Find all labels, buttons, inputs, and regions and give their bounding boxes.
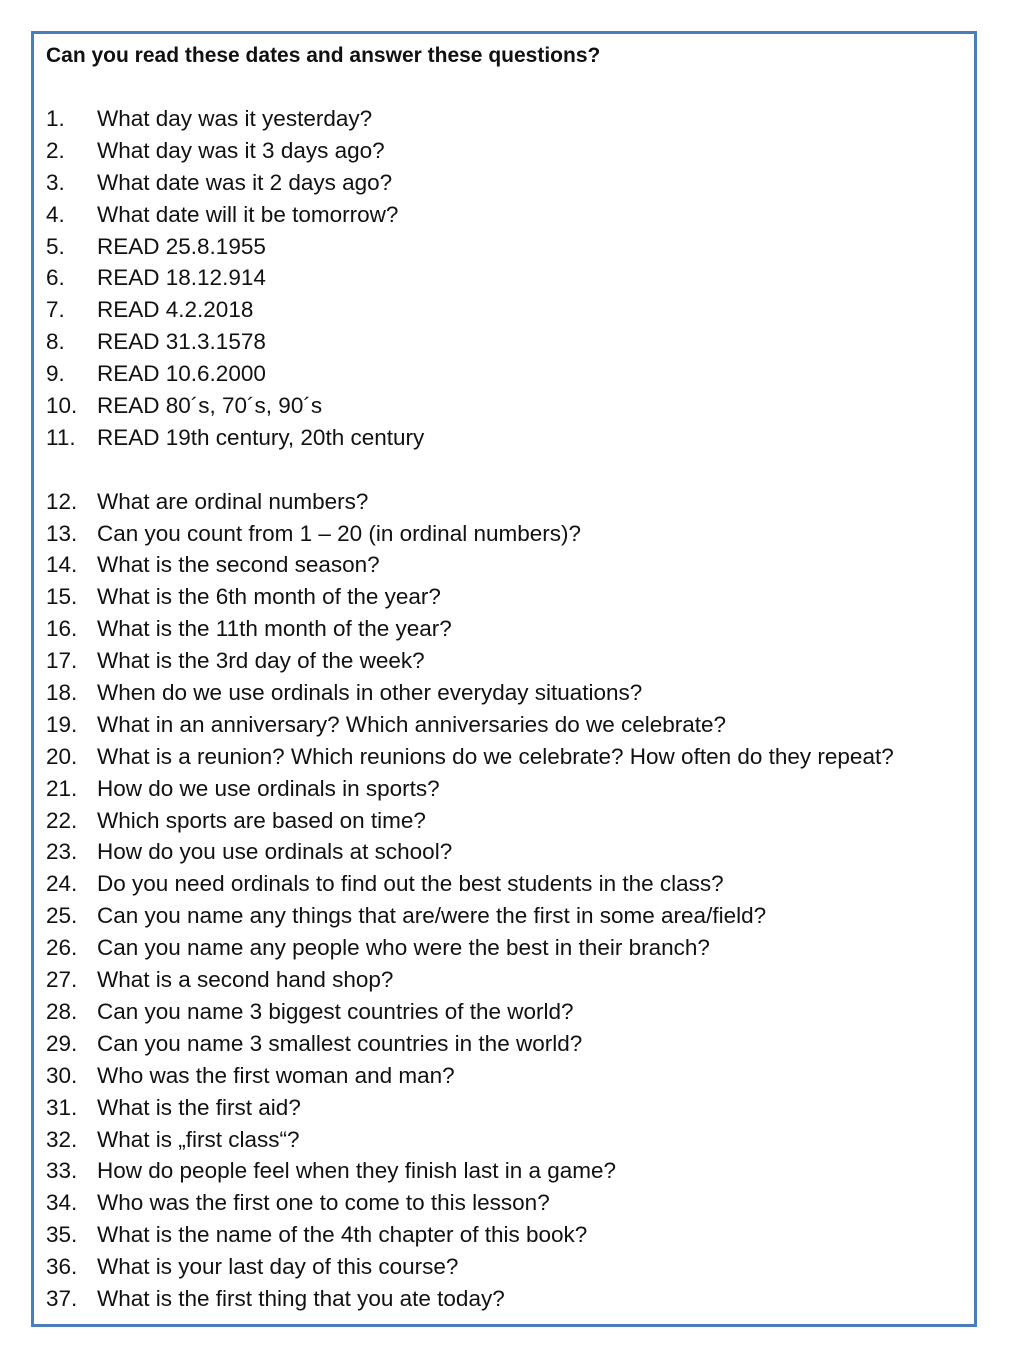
question-item bbox=[46, 645, 894, 677]
question-number: 36. bbox=[46, 1254, 78, 1280]
question-number: 4. bbox=[46, 201, 65, 227]
question-item bbox=[46, 932, 894, 964]
question-number: 13. bbox=[46, 520, 78, 546]
question-item bbox=[46, 964, 894, 996]
question-text: Do you need ordinals to find out the best students in the class? bbox=[97, 871, 724, 897]
question-text: Can you name 3 biggest countries of the world? bbox=[97, 998, 574, 1024]
question-text: What is the name of the 4th chapter of this book? bbox=[97, 1222, 588, 1248]
question-item bbox=[46, 1092, 894, 1124]
question-number: 8. bbox=[46, 329, 65, 355]
question-text: What is the 6th month of the year? bbox=[97, 584, 441, 610]
question-item bbox=[46, 613, 894, 645]
question-text: What is „first class“? bbox=[97, 1126, 300, 1152]
question-item bbox=[46, 422, 894, 454]
question-text: When do we use ordinals in other everyday situations? bbox=[97, 680, 643, 706]
question-number: 35. bbox=[46, 1222, 78, 1248]
question-text: What is the first thing that you ate today? bbox=[97, 1285, 505, 1311]
question-text: What day was it yesterday? bbox=[97, 106, 373, 131]
question-number: 1. bbox=[46, 106, 65, 131]
question-item bbox=[46, 199, 894, 231]
question-text: READ 31.3.1578 bbox=[97, 329, 266, 355]
question-number: 9. bbox=[46, 361, 65, 387]
question-number: 10. bbox=[46, 393, 78, 419]
question-item bbox=[46, 358, 894, 390]
question-text: READ 80´s, 70´s, 90´s bbox=[97, 393, 323, 419]
question-text: READ 4.2.2018 bbox=[97, 297, 254, 323]
question-item bbox=[46, 996, 894, 1028]
question-item bbox=[46, 1155, 894, 1187]
question-item bbox=[46, 262, 894, 294]
question-text: How do we use ordinals in sports? bbox=[97, 775, 440, 801]
question-item bbox=[46, 167, 894, 199]
question-text: What in an anniversary? Which anniversaries do we celebrate? bbox=[97, 711, 727, 737]
question-text: What date was it 2 days ago? bbox=[97, 169, 393, 195]
question-text: What is the 3rd day of the week? bbox=[97, 648, 425, 674]
question-number: 22. bbox=[46, 807, 78, 833]
question-text: What is a reunion? Which reunions do we celebrate? How often do they repeat? bbox=[97, 743, 894, 769]
question-item bbox=[46, 326, 894, 358]
question-item bbox=[46, 518, 894, 550]
question-item bbox=[46, 231, 894, 263]
question-item bbox=[46, 868, 894, 900]
question-number: 21. bbox=[46, 775, 78, 801]
question-item bbox=[46, 1187, 894, 1219]
question-item bbox=[46, 294, 894, 326]
question-item bbox=[46, 773, 894, 805]
question-item bbox=[46, 549, 894, 581]
question-number: 7. bbox=[46, 297, 65, 323]
question-text: What is the 11th month of the year? bbox=[97, 616, 452, 642]
question-text: What is the second season? bbox=[97, 552, 380, 578]
question-item bbox=[46, 709, 894, 741]
question-text: How do you use ordinals at school? bbox=[97, 839, 453, 865]
question-text: What is the first aid? bbox=[97, 1094, 301, 1120]
document-title: Can you read these dates and answer these questions? bbox=[46, 44, 601, 67]
question-text: What date will it be tomorrow? bbox=[97, 201, 399, 227]
question-number: 2. bbox=[46, 137, 65, 163]
question-item bbox=[46, 900, 894, 932]
question-text: READ 18.12.914 bbox=[97, 265, 266, 291]
question-number: 26. bbox=[46, 935, 78, 961]
question-item bbox=[46, 103, 894, 135]
question-text: Which sports are based on time? bbox=[97, 807, 426, 833]
question-text: What is a second hand shop? bbox=[97, 967, 394, 993]
question-item bbox=[46, 390, 894, 422]
question-number: 3. bbox=[46, 169, 65, 195]
question-number: 31. bbox=[46, 1094, 78, 1120]
question-number: 23. bbox=[46, 839, 78, 865]
question-item bbox=[46, 741, 894, 773]
question-number: 6. bbox=[46, 265, 65, 291]
question-number: 14. bbox=[46, 552, 78, 578]
question-text: What day was it 3 days ago? bbox=[97, 137, 385, 163]
question-text: READ 25.8.1955 bbox=[97, 233, 266, 259]
question-number: 12. bbox=[46, 488, 78, 514]
question-number: 37. bbox=[46, 1285, 78, 1311]
question-text: What are ordinal numbers? bbox=[97, 488, 369, 514]
question-number: 5. bbox=[46, 233, 65, 259]
question-item bbox=[46, 1060, 894, 1092]
question-item bbox=[46, 1124, 894, 1156]
question-text: Can you name any people who were the best in their branch? bbox=[97, 935, 710, 961]
question-text: How do people feel when they finish last in a game? bbox=[97, 1158, 617, 1184]
question-item bbox=[46, 1028, 894, 1060]
question-number: 33. bbox=[46, 1158, 78, 1184]
question-number: 27. bbox=[46, 967, 78, 993]
question-item bbox=[46, 1251, 894, 1283]
question-item bbox=[46, 135, 894, 167]
question-item bbox=[46, 581, 894, 613]
question-item bbox=[46, 836, 894, 868]
question-text: Can you name any things that are/were the first in some area/field? bbox=[97, 903, 767, 929]
question-number: 24. bbox=[46, 871, 78, 897]
question-number: 18. bbox=[46, 680, 78, 706]
question-number: 29. bbox=[46, 1030, 78, 1056]
question-text: Can you name 3 smallest countries in the world? bbox=[97, 1030, 583, 1056]
question-item bbox=[46, 677, 894, 709]
question-text: READ 19th century, 20th century bbox=[97, 424, 425, 450]
question-number: 25. bbox=[46, 903, 78, 929]
question-list bbox=[46, 103, 894, 1315]
question-item bbox=[46, 486, 894, 518]
question-number: 11. bbox=[46, 424, 76, 450]
question-item bbox=[46, 1219, 894, 1251]
question-text: Can you count from 1 – 20 (in ordinal numbers)? bbox=[97, 520, 582, 546]
question-number: 28. bbox=[46, 998, 78, 1024]
question-number: 19. bbox=[46, 711, 78, 737]
question-item bbox=[46, 1283, 894, 1315]
question-number: 15. bbox=[46, 584, 78, 610]
question-number: 20. bbox=[46, 743, 78, 769]
question-text: Who was the first woman and man? bbox=[97, 1062, 455, 1088]
question-item bbox=[46, 805, 894, 837]
question-text: What is your last day of this course? bbox=[97, 1254, 459, 1280]
question-number: 34. bbox=[46, 1190, 78, 1216]
question-number: 30. bbox=[46, 1062, 78, 1088]
question-number: 16. bbox=[46, 616, 78, 642]
question-text: READ 10.6.2000 bbox=[97, 361, 266, 387]
question-text: Who was the first one to come to this lesson? bbox=[97, 1190, 550, 1216]
question-number: 32. bbox=[46, 1126, 78, 1152]
question-number: 17. bbox=[46, 648, 78, 674]
